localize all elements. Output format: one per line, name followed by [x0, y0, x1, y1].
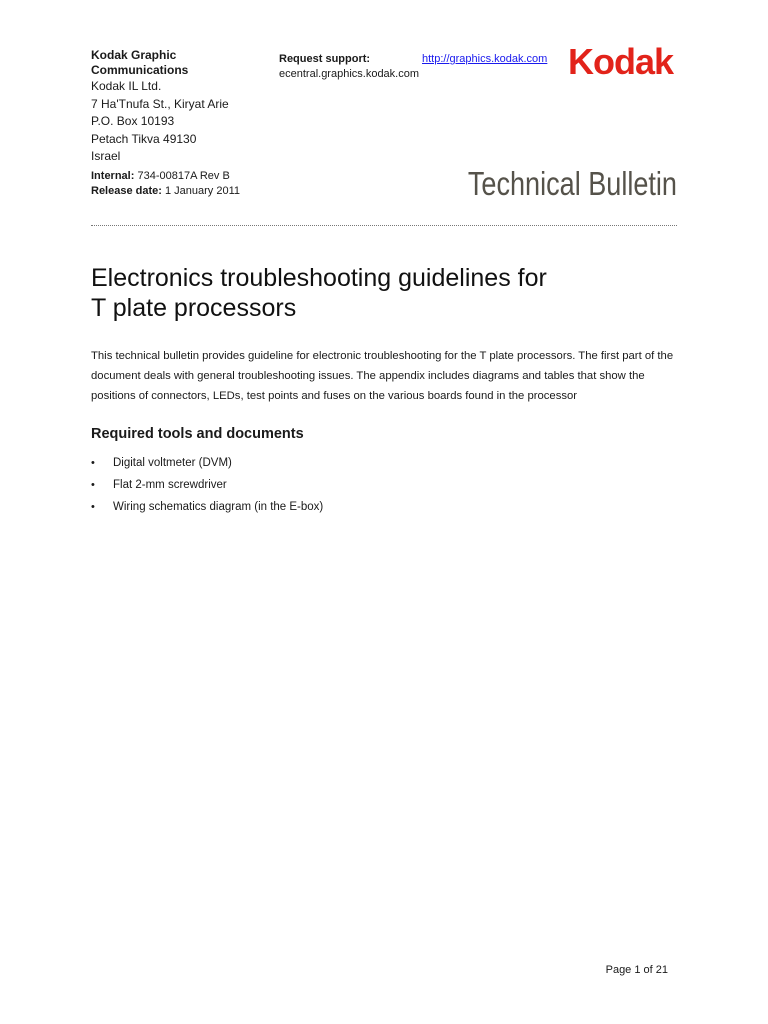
- support-email: ecentral.graphics.kodak.com: [279, 68, 420, 80]
- bulletin-title: Technical Bulletin: [467, 165, 677, 202]
- list-item: [91, 452, 323, 474]
- list-item-label: Wiring schematics diagram (in the E-box): [113, 501, 324, 513]
- kodak-logo: Kodak: [568, 41, 674, 82]
- header-divider: [91, 225, 677, 226]
- intro-paragraph: This technical bulletin provides guideline for electronic troubleshooting for the T plate processors. The first part of the document deals with general troubleshooting issues. The appendix includes diagrams and tables that show the positions of connectors, LEDs, test points and fuses on the various boards found in the processor: [91, 350, 674, 402]
- internal-value: 734-00817A Rev B: [137, 170, 230, 182]
- list-item: [91, 496, 323, 518]
- bullet-icon: •: [91, 479, 95, 491]
- release-date: [91, 184, 240, 199]
- support-link[interactable]: http://graphics.kodak.com: [422, 53, 548, 65]
- support-label: Request support:: [279, 53, 371, 65]
- company-name: Kodak Graphic Communications: [91, 48, 189, 77]
- address-line: P.O. Box 10193: [91, 114, 175, 128]
- tools-list: [91, 452, 323, 518]
- document-title: [91, 263, 547, 323]
- internal-label: Internal:: [91, 170, 135, 182]
- list-item: [91, 474, 323, 496]
- document-meta: [91, 169, 240, 199]
- title-line: T plate processors: [91, 294, 297, 322]
- release-value: 1 January 2011: [165, 185, 241, 197]
- address-line: 7 Ha'Tnufa St., Kiryat Arie: [91, 96, 229, 111]
- list-item-label: Digital voltmeter (DVM): [113, 457, 232, 469]
- bullet-icon: •: [91, 457, 95, 469]
- address-line: Israel: [91, 149, 121, 163]
- internal-number: [91, 169, 240, 184]
- title-line: Electronics troubleshooting guidelines for: [91, 264, 547, 292]
- page-number: Page 1 of 21: [605, 964, 668, 976]
- list-item-label: Flat 2-mm screwdriver: [113, 479, 227, 491]
- address-line: Kodak IL Ltd.: [91, 79, 162, 93]
- company-address: [91, 78, 229, 166]
- tools-heading: Required tools and documents: [91, 426, 304, 442]
- bullet-icon: •: [91, 501, 95, 513]
- address-line: Petach Tikva 49130: [91, 131, 197, 146]
- release-label: Release date:: [91, 185, 162, 197]
